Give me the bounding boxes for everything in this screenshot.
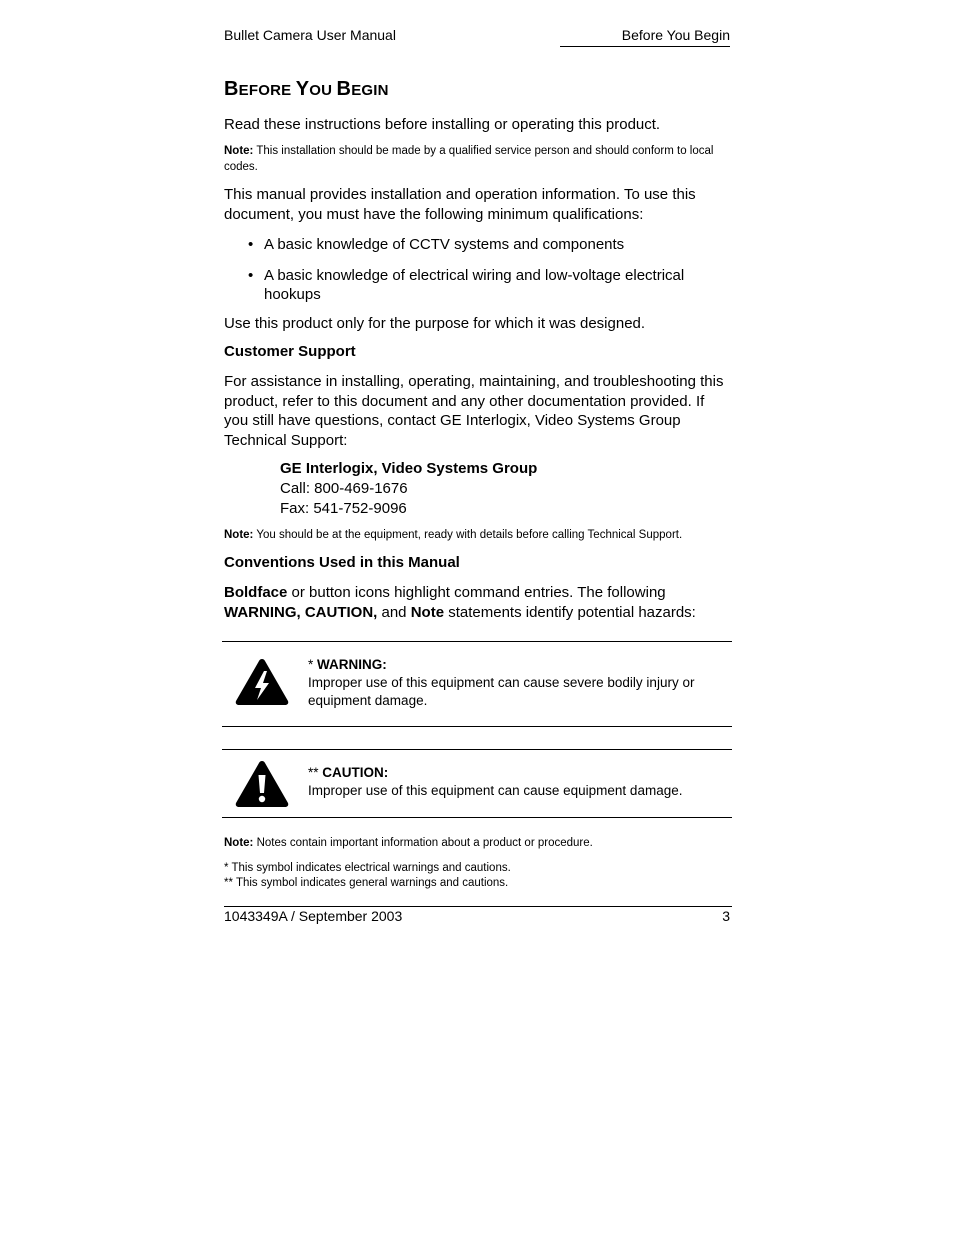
symbol-footnotes (224, 861, 511, 891)
contact-phone: Call: 800-469-1676 (280, 480, 408, 497)
page-title: BEFORE YOU BEGIN (224, 78, 389, 100)
use-paragraph: Use this product only for the purpose for which it was designed. (224, 315, 646, 332)
page-number: 3 (722, 908, 730, 924)
general-hazard-icon (234, 759, 290, 809)
footnote: * This symbol indicates electrical warnings and cautions. (224, 862, 511, 874)
bullet-icon: • (248, 236, 254, 253)
customer-support-paragraph: For assistance in installing, operating, maintaining, and troubleshooting this product, refer to this document and any other documentation provided. If you still have questions, contact GE Interlogix, Video Systems Group Technical Support: (224, 373, 724, 449)
footnote: ** This symbol indicates general warnings and cautions. (224, 877, 509, 889)
caution-bottom-rule (222, 817, 732, 818)
contact-company: GE Interlogix, Video Systems Group (280, 460, 538, 477)
caution-prefix: ** (308, 765, 323, 780)
warning-label: WARNING: (317, 657, 387, 672)
note-text: This installation should be made by a qualified service person and should conform to local codes. (224, 145, 714, 173)
intro-paragraph: Read these instructions before installing or operating this product. (224, 116, 661, 133)
support-note (224, 527, 734, 543)
contact-block (280, 459, 537, 519)
caution-label: CAUTION: (322, 765, 389, 780)
qualifications-list (224, 235, 734, 316)
note-text: You should be at the equipment, ready with details before calling Technical Support. (253, 529, 683, 541)
note-text: Notes contain important information about a product or procedure. (253, 837, 593, 849)
note-label: Note: (224, 145, 254, 157)
footer-doc-id: 1043349A / September 2003 (224, 908, 403, 924)
electrical-hazard-icon (234, 657, 290, 707)
footer-rule (224, 906, 732, 907)
conventions-paragraph: Boldface or button icons highlight command entries. The following WARNING, CAUTION, and Note statements identify potential hazards: (224, 584, 696, 621)
warning-bottom-rule (222, 726, 732, 727)
caution-description: Improper use of this equipment can cause equipment damage. (308, 783, 683, 798)
warning-prefix: * (308, 657, 318, 672)
warning-description: Improper use of this equipment can cause severe bodily injury or equipment damage. (308, 675, 695, 708)
page-header-left: Bullet Camera User Manual (224, 27, 396, 43)
bullet-icon: • (248, 266, 254, 284)
warning-text (308, 656, 728, 710)
warning-top-rule (222, 641, 732, 642)
note-label: Note: (224, 837, 254, 849)
caution-top-rule (222, 749, 732, 750)
list-item: • A basic knowledge of CCTV systems and components (248, 236, 625, 253)
note-label: Note: (224, 529, 254, 541)
caution-text (308, 764, 728, 800)
page-header-right: Before You Begin (560, 27, 730, 47)
manual-paragraph: This manual provides installation and operation information. To use this document, you must have the following minimum qualifications: (224, 186, 696, 223)
list-item: • A basic knowledge of electrical wiring and low-voltage electrical hookups (248, 266, 685, 303)
notes-note (224, 835, 734, 851)
contact-fax: Fax: 541-752-9096 (280, 500, 407, 517)
installation-note (224, 143, 734, 175)
conventions-heading: Conventions Used in this Manual (224, 554, 460, 571)
customer-support-heading: Customer Support (224, 343, 356, 360)
